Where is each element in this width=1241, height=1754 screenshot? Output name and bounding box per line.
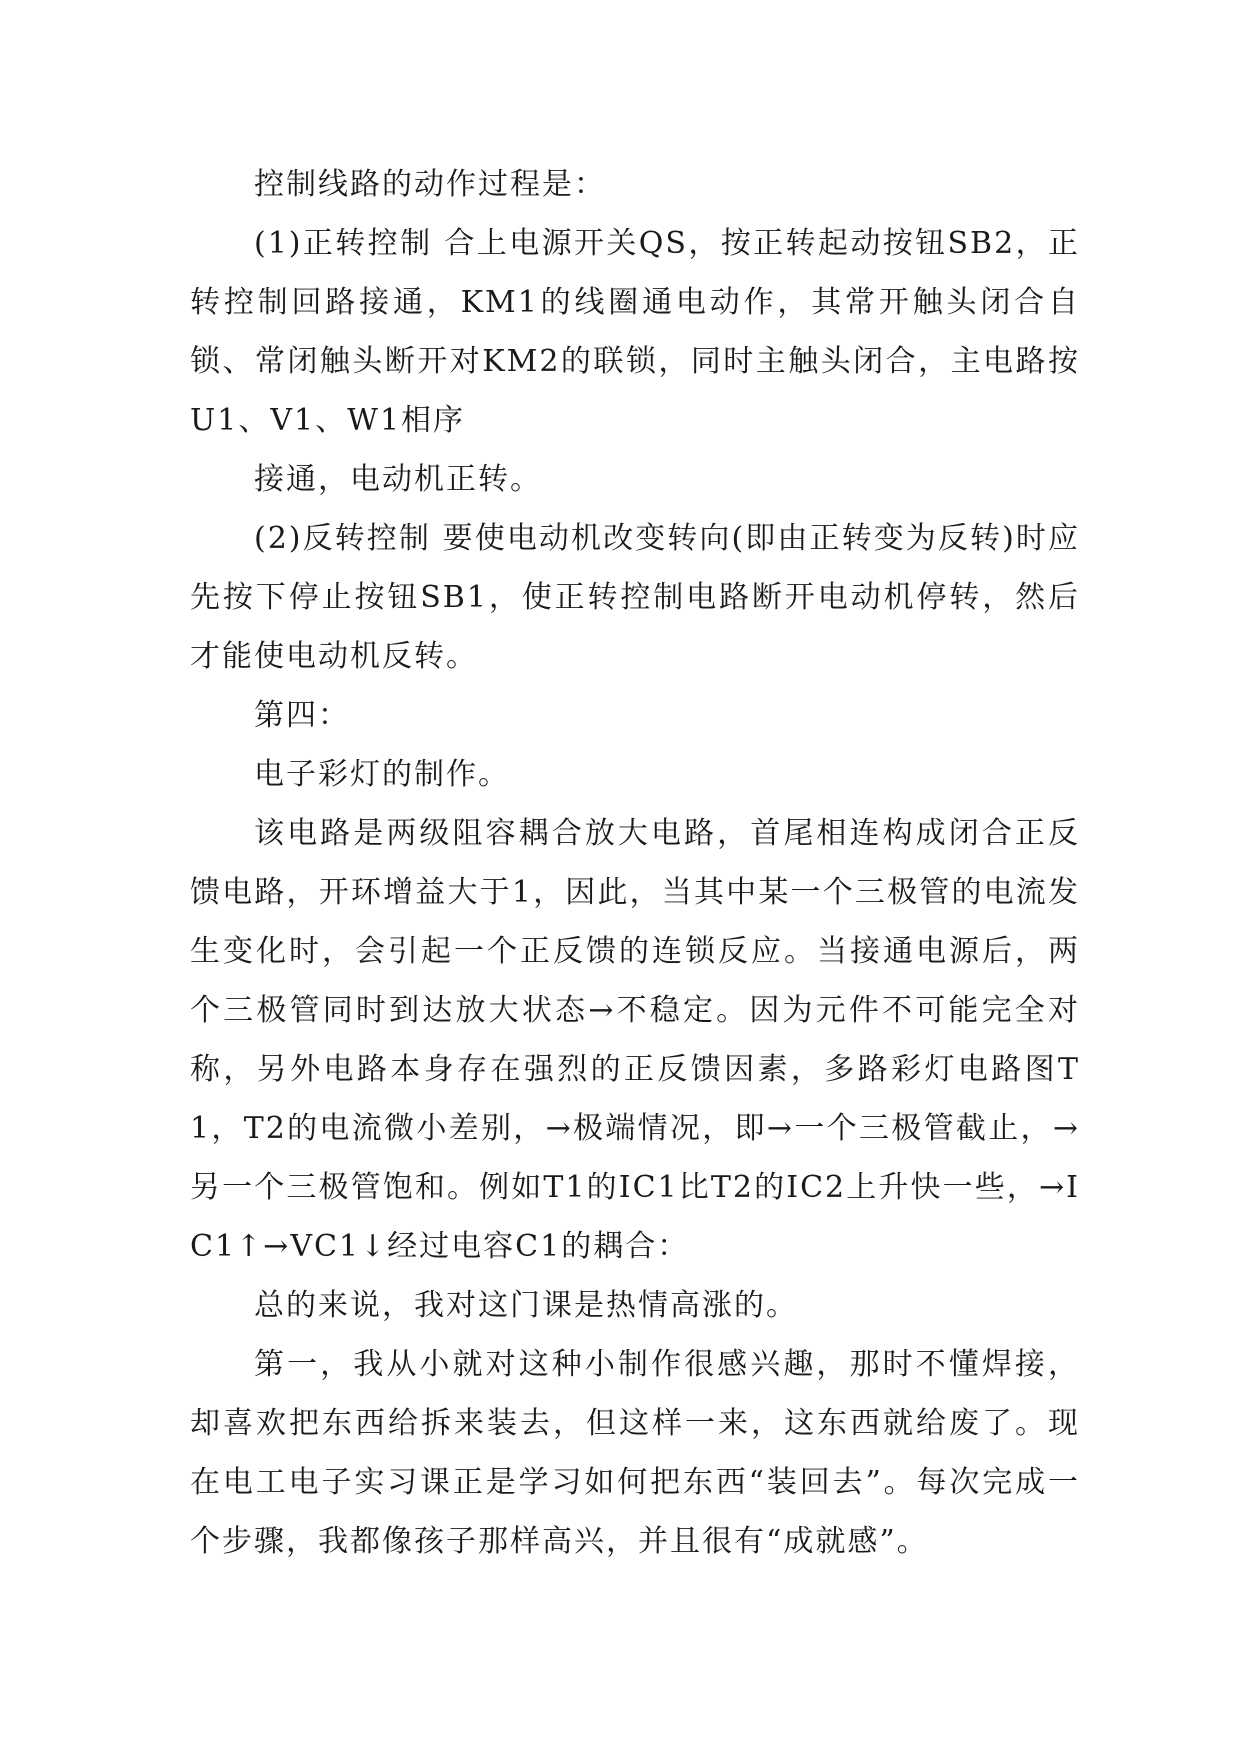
paragraph-forward-control: (1)正转控制 合上电源开关QS，按正转起动按钮SB2，正转控制回路接通，KM1的线圈通电动作，其常开触头闭合自锁、常闭触头断开对KM2的联锁，同时主触头闭合，主电路按U1、V1、W1相序 (190, 226, 1080, 438)
paragraph-summary: 总的来说，我对这门课是热情高涨的。 (254, 1288, 798, 1323)
paragraph-section-four: 第四： (254, 698, 350, 733)
paragraph-first-point: 第一，我从小就对这种小制作很感兴趣，那时不懂焊接，却喜欢把东西给拆来装去，但这样一来，这东西就给废了。现在电工电子实习课正是学习如何把东西“装回去”。每次完成一个步骤，我都像孩子那样高兴，并且很有“成就感”。 (190, 1347, 1080, 1559)
paragraph-lights-title: 电子彩灯的制作。 (254, 757, 510, 792)
document-body (190, 155, 1080, 1571)
paragraph-circuit-description: 该电路是两级阻容耦合放大电路，首尾相连构成闭合正反馈电路，开环增益大于1，因此，当其中某一个三极管的电流发生变化时，会引起一个正反馈的连锁反应。当接通电源后，两个三极管同时到达放大状态→不稳定。因为元件不可能完全对称，另外电路本身存在强烈的正反馈因素，多路彩灯电路图T1，T2的电流微小差别，→极端情况，即→一个三极管截止，→另一个三极管饱和。例如T1的IC1比T2的IC2上升快一些，→IC1↑→VC1↓经过电容C1的耦合： (190, 816, 1080, 1264)
paragraph-control-process-intro: 控制线路的动作过程是： (254, 167, 606, 202)
paragraph-reverse-control: (2)反转控制 要使电动机改变转向(即由正转变为反转)时应先按下停止按钮SB1，使正转控制电路断开电动机停转，然后才能使电动机反转。 (190, 521, 1080, 674)
paragraph-forward-result: 接通，电动机正转。 (254, 462, 542, 497)
